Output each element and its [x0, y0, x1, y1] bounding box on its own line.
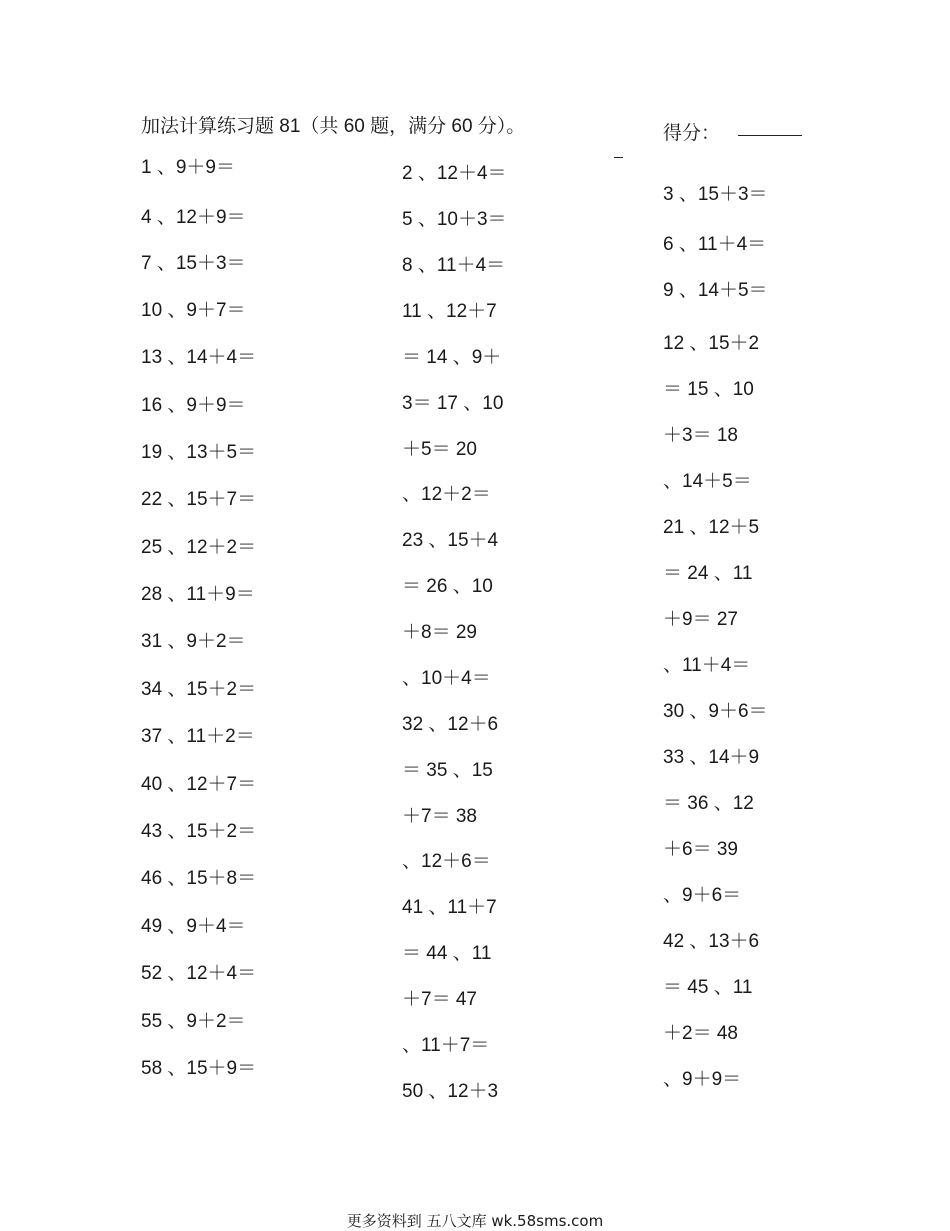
- problem-line: ＝ 35 、15: [402, 760, 493, 781]
- problem-line: 28 、11＋9＝: [141, 584, 255, 605]
- problem-line: 46 、15＋8＝: [141, 868, 257, 889]
- problem-line: 6 、11＋4＝: [663, 234, 767, 255]
- problem-line: ＝ 14 、9＋: [402, 347, 502, 368]
- problem-line: 22 、15＋7＝: [141, 489, 257, 510]
- problem-line: ＋7＝ 47: [402, 989, 477, 1010]
- problem-line: ＝ 44 、11: [402, 943, 492, 964]
- problem-line: 、14＋5＝: [663, 471, 752, 492]
- problem-line: 31 、9＋2＝: [141, 631, 246, 652]
- problem-line: 58 、15＋9＝: [141, 1058, 257, 1079]
- problem-line: 7 、15＋3＝: [141, 253, 246, 274]
- problem-line: ＝ 15 、10: [663, 379, 754, 400]
- problem-line: 10 、9＋7＝: [141, 300, 246, 321]
- problem-line: 23 、15＋4: [402, 530, 499, 551]
- problem-line: 13 、14＋4＝: [141, 347, 257, 368]
- problem-line: 19 、13＋5＝: [141, 442, 257, 463]
- problem-line: 34 、15＋2＝: [141, 679, 257, 700]
- problem-line: 、10＋4＝: [402, 668, 491, 689]
- score-label: 得分：: [663, 123, 721, 144]
- problem-line: 9 、14＋5＝: [663, 280, 768, 301]
- problem-line: 、12＋2＝: [402, 484, 491, 505]
- problem-line: 、11＋7＝: [402, 1035, 490, 1056]
- problem-line: ＋2＝ 48: [663, 1023, 738, 1044]
- problem-line: 25 、12＋2＝: [141, 537, 257, 558]
- problem-line: 、11＋4＝: [663, 655, 751, 676]
- score-blank-line: [738, 135, 802, 136]
- problem-line: ＋9＝ 27: [663, 609, 738, 630]
- problem-line: ＝ 24 、11: [663, 563, 753, 584]
- problem-line: 43 、15＋2＝: [141, 821, 257, 842]
- problem-line: 11 、12＋7: [402, 301, 497, 322]
- problem-line: 49 、9＋4＝: [141, 916, 246, 937]
- problem-line: 40 、12＋7＝: [141, 774, 257, 795]
- problem-line: 37 、11＋2＝: [141, 726, 255, 747]
- problem-line: ＋7＝ 38: [402, 806, 477, 827]
- problem-line: ＋3＝ 18: [663, 425, 738, 446]
- problem-line: 50 、12＋3: [402, 1081, 499, 1102]
- problem-line: 3＝ 17 、10: [402, 393, 504, 414]
- problem-line: 16 、9＋9＝: [141, 395, 246, 416]
- problem-line: 32 、12＋6: [402, 714, 499, 735]
- problem-line: 55 、9＋2＝: [141, 1011, 246, 1032]
- problem-line: ＝ 45 、11: [663, 977, 753, 998]
- problem-line: 、12＋6＝: [402, 851, 491, 872]
- problem-line: 30 、9＋6＝: [663, 701, 768, 722]
- problem-line: 42 、13＋6: [663, 931, 760, 952]
- problem-line: 12 、15＋2: [663, 333, 760, 354]
- problem-line: ＋5＝ 20: [402, 439, 477, 460]
- problem-line: 33 、14＋9: [663, 747, 760, 768]
- problem-line: 52 、12＋4＝: [141, 963, 257, 984]
- problem-line: ＝ 36 、12: [663, 793, 754, 814]
- problem-line: 4 、12＋9＝: [141, 207, 246, 228]
- problem-line: 41 、11＋7: [402, 897, 497, 918]
- problem-line: 1 、9＋9＝: [141, 157, 235, 178]
- problem-line: ＋6＝ 39: [663, 839, 738, 860]
- problem-line: 8 、11＋4＝: [402, 255, 506, 276]
- problem-line: 、9＋9＝: [663, 1069, 742, 1090]
- problem-line: 5 、10＋3＝: [402, 209, 507, 230]
- problem-line: 、9＋6＝: [663, 885, 742, 906]
- worksheet-title: 加法计算练习题 81（共 60 题，满分 60 分）。: [141, 116, 526, 137]
- problem-line: 2 、12＋4＝: [402, 163, 507, 184]
- stray-underline: [614, 157, 623, 158]
- problem-line: 21 、12＋5: [663, 517, 760, 538]
- footer-watermark: 更多资料到 五八文库 wk.58sms.com: [346, 1212, 604, 1230]
- problem-line: ＋8＝ 29: [402, 622, 477, 643]
- problem-line: 3 、15＋3＝: [663, 184, 768, 205]
- problem-line: ＝ 26 、10: [402, 576, 493, 597]
